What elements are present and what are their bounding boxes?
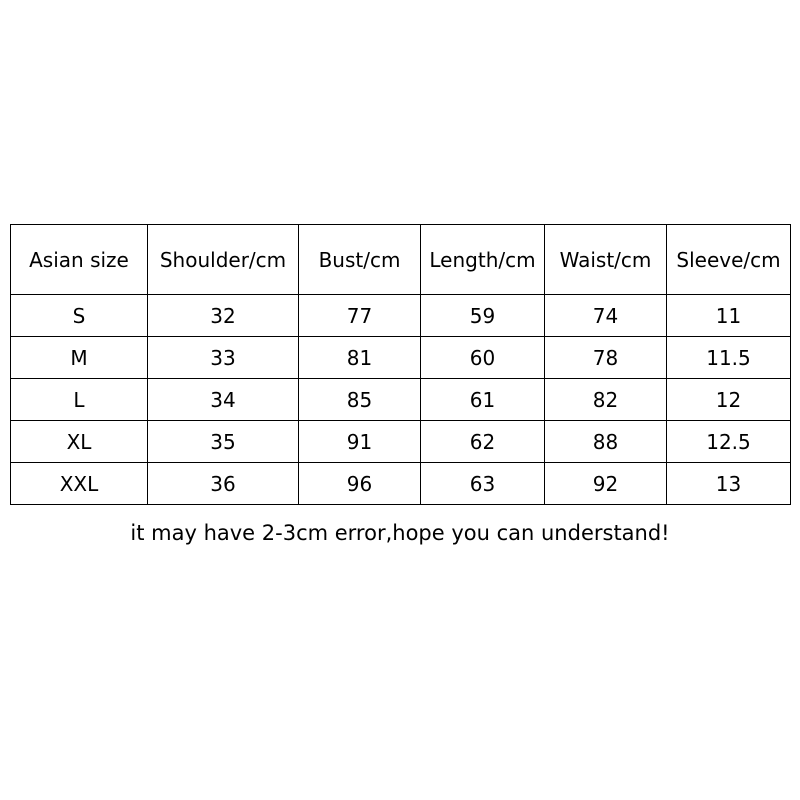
cell-size: XL bbox=[11, 421, 148, 463]
cell-size: L bbox=[11, 379, 148, 421]
cell-shoulder: 33 bbox=[148, 337, 299, 379]
cell-size: XXL bbox=[11, 463, 148, 505]
cell-shoulder: 35 bbox=[148, 421, 299, 463]
table-row bbox=[11, 379, 791, 421]
cell-sleeve: 13 bbox=[667, 463, 791, 505]
cell-sleeve: 12.5 bbox=[667, 421, 791, 463]
cell-length: 59 bbox=[421, 295, 545, 337]
cell-shoulder: 32 bbox=[148, 295, 299, 337]
header-shoulder: Shoulder/cm bbox=[148, 225, 299, 295]
cell-length: 62 bbox=[421, 421, 545, 463]
cell-bust: 91 bbox=[299, 421, 421, 463]
cell-waist: 92 bbox=[545, 463, 667, 505]
cell-sleeve: 11 bbox=[667, 295, 791, 337]
cell-waist: 78 bbox=[545, 337, 667, 379]
header-asian-size: Asian size bbox=[11, 225, 148, 295]
header-row bbox=[11, 225, 791, 295]
table-row bbox=[11, 463, 791, 505]
cell-bust: 81 bbox=[299, 337, 421, 379]
cell-waist: 88 bbox=[545, 421, 667, 463]
table-row bbox=[11, 295, 791, 337]
cell-size: M bbox=[11, 337, 148, 379]
cell-shoulder: 34 bbox=[148, 379, 299, 421]
cell-length: 60 bbox=[421, 337, 545, 379]
cell-bust: 96 bbox=[299, 463, 421, 505]
table-row bbox=[11, 337, 791, 379]
cell-waist: 82 bbox=[545, 379, 667, 421]
cell-sleeve: 12 bbox=[667, 379, 791, 421]
header-waist: Waist/cm bbox=[545, 225, 667, 295]
cell-shoulder: 36 bbox=[148, 463, 299, 505]
cell-length: 63 bbox=[421, 463, 545, 505]
cell-size: S bbox=[11, 295, 148, 337]
cell-bust: 77 bbox=[299, 295, 421, 337]
table-row bbox=[11, 421, 791, 463]
header-bust: Bust/cm bbox=[299, 225, 421, 295]
cell-bust: 85 bbox=[299, 379, 421, 421]
cell-waist: 74 bbox=[545, 295, 667, 337]
size-chart-table bbox=[10, 224, 791, 505]
measurement-error-note: it may have 2-3cm error,hope you can understand! bbox=[130, 521, 670, 545]
header-sleeve: Sleeve/cm bbox=[667, 225, 791, 295]
header-length: Length/cm bbox=[421, 225, 545, 295]
cell-length: 61 bbox=[421, 379, 545, 421]
cell-sleeve: 11.5 bbox=[667, 337, 791, 379]
